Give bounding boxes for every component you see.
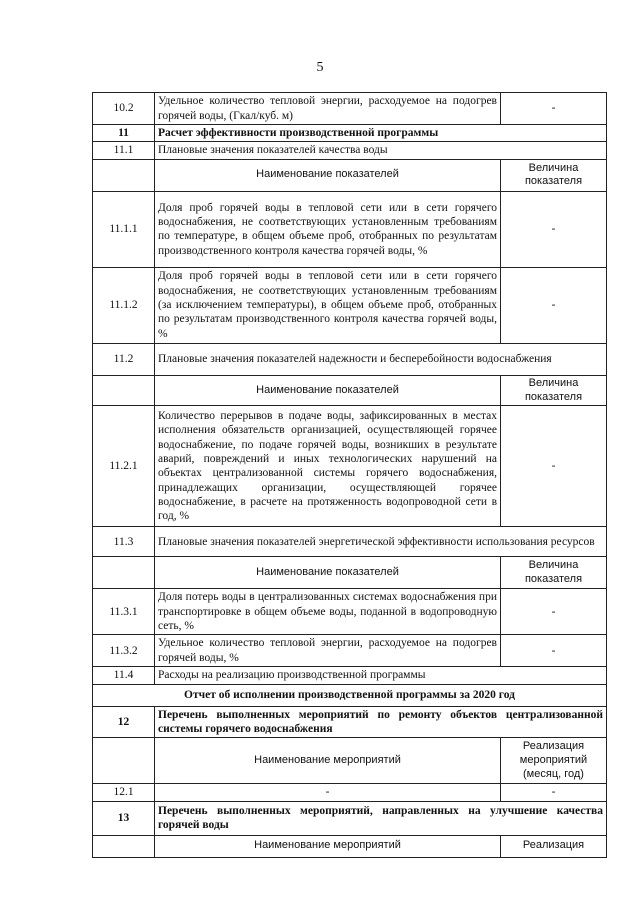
- table-row: [93, 784, 607, 801]
- row-number: 10.2: [93, 93, 155, 125]
- row-number: 13: [93, 801, 155, 835]
- row-number: 12.1: [93, 784, 155, 801]
- table-row: [93, 93, 607, 125]
- section-title: Плановые значения показателей надежности и бесперебойности водоснабжения: [155, 343, 607, 375]
- blank-cell: [93, 159, 155, 191]
- table-row: [93, 635, 607, 667]
- header-row: [93, 835, 607, 857]
- row-number: 12: [93, 706, 155, 738]
- row-text: Доля потерь воды в централизованных системах водоснабжения при транспортировке в общем объеме воды, поданной в водопроводную сеть, %: [155, 589, 501, 635]
- row-number: 11.1: [93, 142, 155, 159]
- row-text: -: [155, 784, 501, 801]
- row-text: Количество перерывов в подаче воды, зафиксированных в местах исполнения обязательств организацией, осуществляющей горячее водоснабжение, по подаче горячей воды, возникших в результате аварий, повреждений и иных технологических нарушений на объектах централизованной системы горячего водоснабжения, принадлежащих организации, осуществляющей горячее водоснабжение, в расчете на протяженность водопроводной сети в год, %: [155, 406, 501, 527]
- section-title: Плановые значения показателей энергетической эффективности использования ресурсов: [155, 527, 607, 557]
- page-number: 5: [316, 60, 324, 75]
- section-title: Перечень выполненных мероприятий, направленных на улучшение качества горячей воды: [155, 801, 607, 835]
- table-row: [93, 191, 607, 267]
- row-number: 11.1.2: [93, 267, 155, 343]
- header-row: [93, 557, 607, 589]
- column-header-value: Величина показателя: [501, 159, 607, 191]
- report-row: [93, 684, 607, 706]
- blank-cell: [93, 835, 155, 857]
- table-row: [93, 406, 607, 527]
- header-row: [93, 738, 607, 784]
- column-header-name: Наименование показателей: [155, 375, 501, 406]
- row-value: -: [501, 784, 607, 801]
- column-header-value: Реализация мероприятий (месяц, год): [501, 738, 607, 784]
- section-title: Плановые значения показателей качества воды: [155, 142, 607, 159]
- row-number: 11.2.1: [93, 406, 155, 527]
- column-header-name: Наименование показателей: [155, 159, 501, 191]
- blank-cell: [93, 557, 155, 589]
- row-value: -: [501, 406, 607, 527]
- section-row: [93, 527, 607, 557]
- row-number: 11.1.1: [93, 191, 155, 267]
- report-title: Отчет об исполнении производственной программы за 2020 год: [93, 684, 607, 706]
- column-header-value: Реализация: [501, 835, 607, 857]
- row-value: -: [501, 93, 607, 125]
- row-value: -: [501, 267, 607, 343]
- row-number: 11.3.2: [93, 635, 155, 667]
- row-value: -: [501, 589, 607, 635]
- row-value: -: [501, 635, 607, 667]
- table-row: [93, 589, 607, 635]
- row-number: 11.2: [93, 343, 155, 375]
- column-header-name: Наименование мероприятий: [155, 738, 501, 784]
- section-title: Расчет эффективности производственной программы: [155, 125, 607, 142]
- column-header-name: Наименование мероприятий: [155, 835, 501, 857]
- row-text: Доля проб горячей воды в тепловой сети или в сети горячего водоснабжения, не соответствующих установленным требованиям (за исключением температуры), в общем объеме проб, отобранных по результатам производственного контроля качества горячей воды, %: [155, 267, 501, 343]
- column-header-name: Наименование показателей: [155, 557, 501, 589]
- production-program-table: [92, 92, 607, 858]
- row-text: Удельное количество тепловой энергии, расходуемое на подогрев горячей воды, (Гкал/куб. м): [155, 93, 501, 125]
- column-header-value: Величина показателя: [501, 557, 607, 589]
- section-title: Перечень выполненных мероприятий по ремонту объектов централизованной системы горячего водоснабжения: [155, 706, 607, 738]
- row-value: -: [501, 191, 607, 267]
- section-row: [93, 125, 607, 142]
- section-row: [93, 706, 607, 738]
- section-row: [93, 801, 607, 835]
- row-number: 11: [93, 125, 155, 142]
- row-text: Доля проб горячей воды в тепловой сети или в сети горячего водоснабжения, не соответствующих установленным требованиям по температуре, в общем объеме проб, отобранных по результатам производственного контроля качества горячей воды, %: [155, 191, 501, 267]
- section-title: Расходы на реализацию производственной программы: [155, 667, 607, 684]
- row-number: 11.3: [93, 527, 155, 557]
- section-row: [93, 142, 607, 159]
- row-number: 11.4: [93, 667, 155, 684]
- row-number: 11.3.1: [93, 589, 155, 635]
- section-row: [93, 667, 607, 684]
- header-row: [93, 375, 607, 406]
- section-row: [93, 343, 607, 375]
- column-header-value: Величина показателя: [501, 375, 607, 406]
- header-row: [93, 159, 607, 191]
- row-text: Удельное количество тепловой энергии, расходуемое на подогрев горячей воды, %: [155, 635, 501, 667]
- blank-cell: [93, 375, 155, 406]
- blank-cell: [93, 738, 155, 784]
- table-row: [93, 267, 607, 343]
